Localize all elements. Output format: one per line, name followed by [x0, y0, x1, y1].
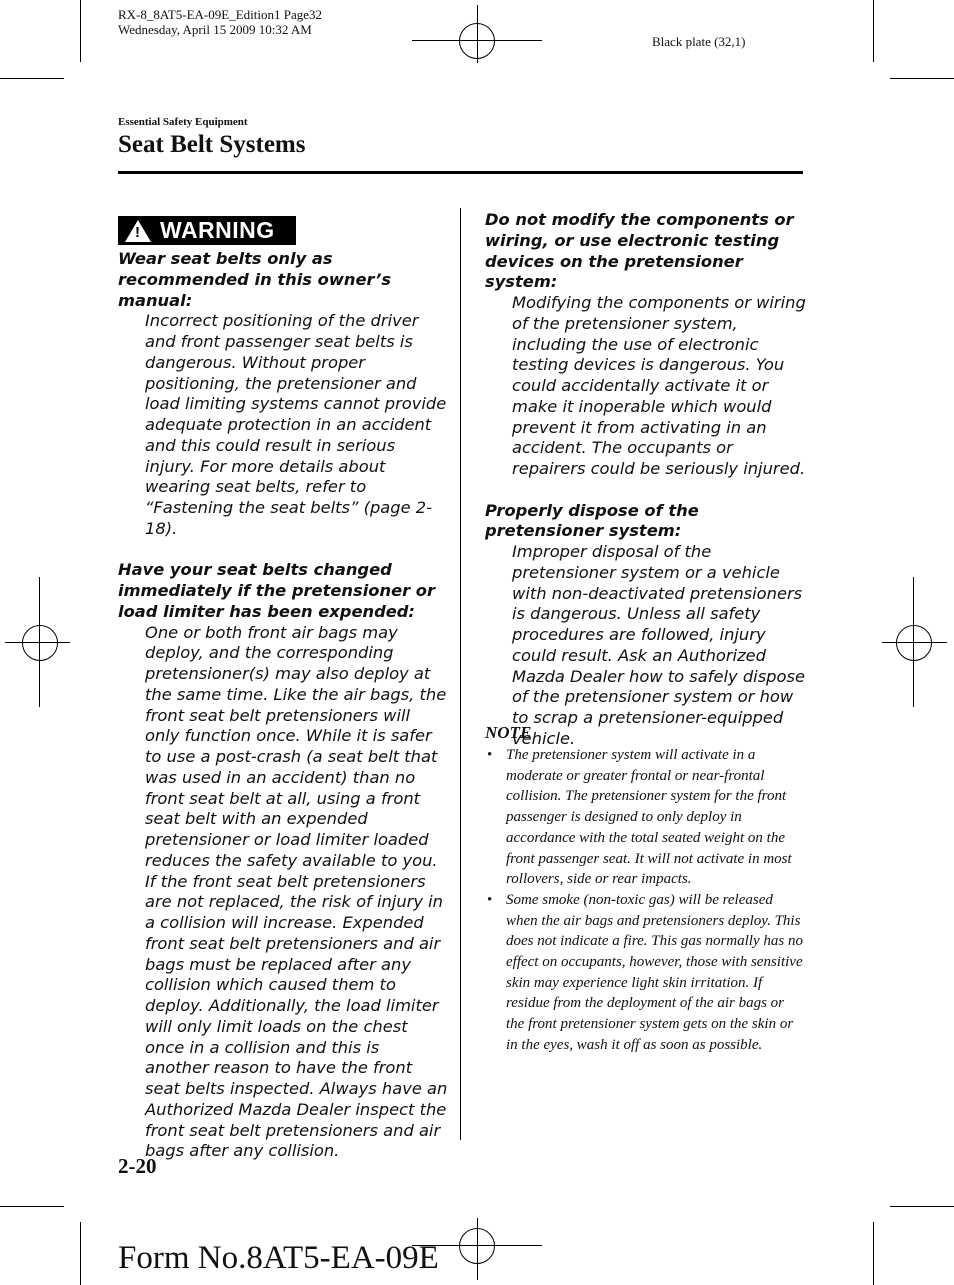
warning-heading: Properly dispose of the pretensioner system: — [485, 500, 699, 541]
warning-heading: Have your seat belts changed immediately if the pretensioner or load limiter has been expended: — [118, 560, 436, 621]
note-title: NOTE — [485, 723, 532, 742]
file-date-line: Wednesday, April 15 2009 10:32 AM — [118, 22, 312, 37]
title-rule — [118, 171, 803, 174]
page-title: Seat Belt Systems — [118, 131, 306, 158]
file-info — [118, 7, 322, 37]
crop-mark — [80, 0, 81, 62]
registration-circle-icon — [22, 625, 58, 661]
crop-mark — [0, 78, 64, 79]
warning-body: One or both front air bags may deploy, and the corresponding pretensioner(s) may also deploy at the same time. Like the air bags, the front seat belt pretensioners will only function once. While it is safer to use a post-crash (a seat belt that was used in an accident) than no front seat belt at all, using a front seat belt with an expended pretensioner or load limiter loaded reduces the safety available to you. If the front seat belt pretensioners are not replaced, the risk of injury in a collision will increase. Expended front seat belt pretensioners and air bags must be replaced after any collision which caused them to deploy. Additionally, the load limiter will only limit loads on the chest once in a collision and this is another reason to have the front seat belts inspected. Always have an Authorized Mazda Dealer inspect the front seat belt pretensioners and air bags after any collision. — [145, 622, 448, 1161]
warning-heading: Do not modify the components or wiring, or use electronic testing devices on the pretensioner system: — [485, 210, 794, 292]
crop-mark — [890, 1206, 954, 1207]
warning-body: Improper disposal of the pretensioner system or a vehicle with non-deactivated pretensioners is dangerous. Unless all safety procedures are followed, injury could result. Ask an Authorized Mazda Dealer how to safely dispose of the pretensioner system or how to scrap a pretensioner-equipped vehicle. — [512, 542, 805, 748]
note-list — [485, 745, 805, 1056]
warning-label: WARNING — [160, 217, 275, 243]
column-divider — [460, 208, 461, 1140]
crop-mark — [80, 1222, 81, 1285]
section-label: Essential Safety Equipment — [118, 116, 248, 128]
registration-circle-icon — [459, 1228, 495, 1264]
note-item: • Some smoke (non-toxic gas) will be released when the air bags and pretensioners deploy. This does not indicate a fire. This gas normally has no effect on occupants, however, those with sensitive skin may experience light skin irritation. If residue from the deployment of the air bags or the front pretensioner system gets on the skin or in the eyes, wash it off as soon as possible. — [485, 890, 805, 1056]
page-number: 2-20 — [118, 1154, 157, 1178]
crop-mark — [873, 1222, 874, 1285]
warning-heading: Wear seat belts only as recommended in this owner’s manual: — [118, 249, 392, 310]
note-section — [485, 723, 805, 1056]
warning-banner — [118, 216, 296, 245]
registration-circle-icon — [459, 23, 495, 59]
crop-mark — [0, 1206, 64, 1207]
plate-label: Black plate (32,1) — [652, 34, 746, 49]
right-column — [485, 210, 807, 750]
left-column — [118, 249, 448, 1162]
warning-body: Modifying the components or wiring of the pretensioner system, including the use of electronic testing devices is dangerous. You could accidentally activate it or make it inoperable which would prevent it from activating in an accident. The occupants or repairers could be seriously injured. — [512, 293, 806, 478]
registration-circle-icon — [896, 625, 932, 661]
crop-mark — [873, 0, 874, 62]
file-name-line: RX-8_8AT5-EA-09E_Edition1 Page32 — [118, 7, 323, 22]
form-number: Form No.8AT5-EA-09E — [118, 1240, 439, 1276]
crop-mark — [890, 78, 954, 79]
note-item: • The pretensioner system will activate in a moderate or greater frontal or near-frontal collision. The pretensioner system for the front passenger is designed to only deploy in accordance with the total seated weight on the front passenger seat. It will not activate in most rollovers, side or rear impacts. — [485, 745, 805, 890]
warning-triangle-icon: ! — [125, 220, 151, 242]
warning-body: Incorrect positioning of the driver and front passenger seat belts is dangerous. Without proper positioning, the pretensioner and load limiting systems cannot provide adequate protection in an accident and this could result in serious injury. For more details about wearing seat belts, refer to “Fastening the seat belts” (page 2-18). — [145, 311, 447, 538]
